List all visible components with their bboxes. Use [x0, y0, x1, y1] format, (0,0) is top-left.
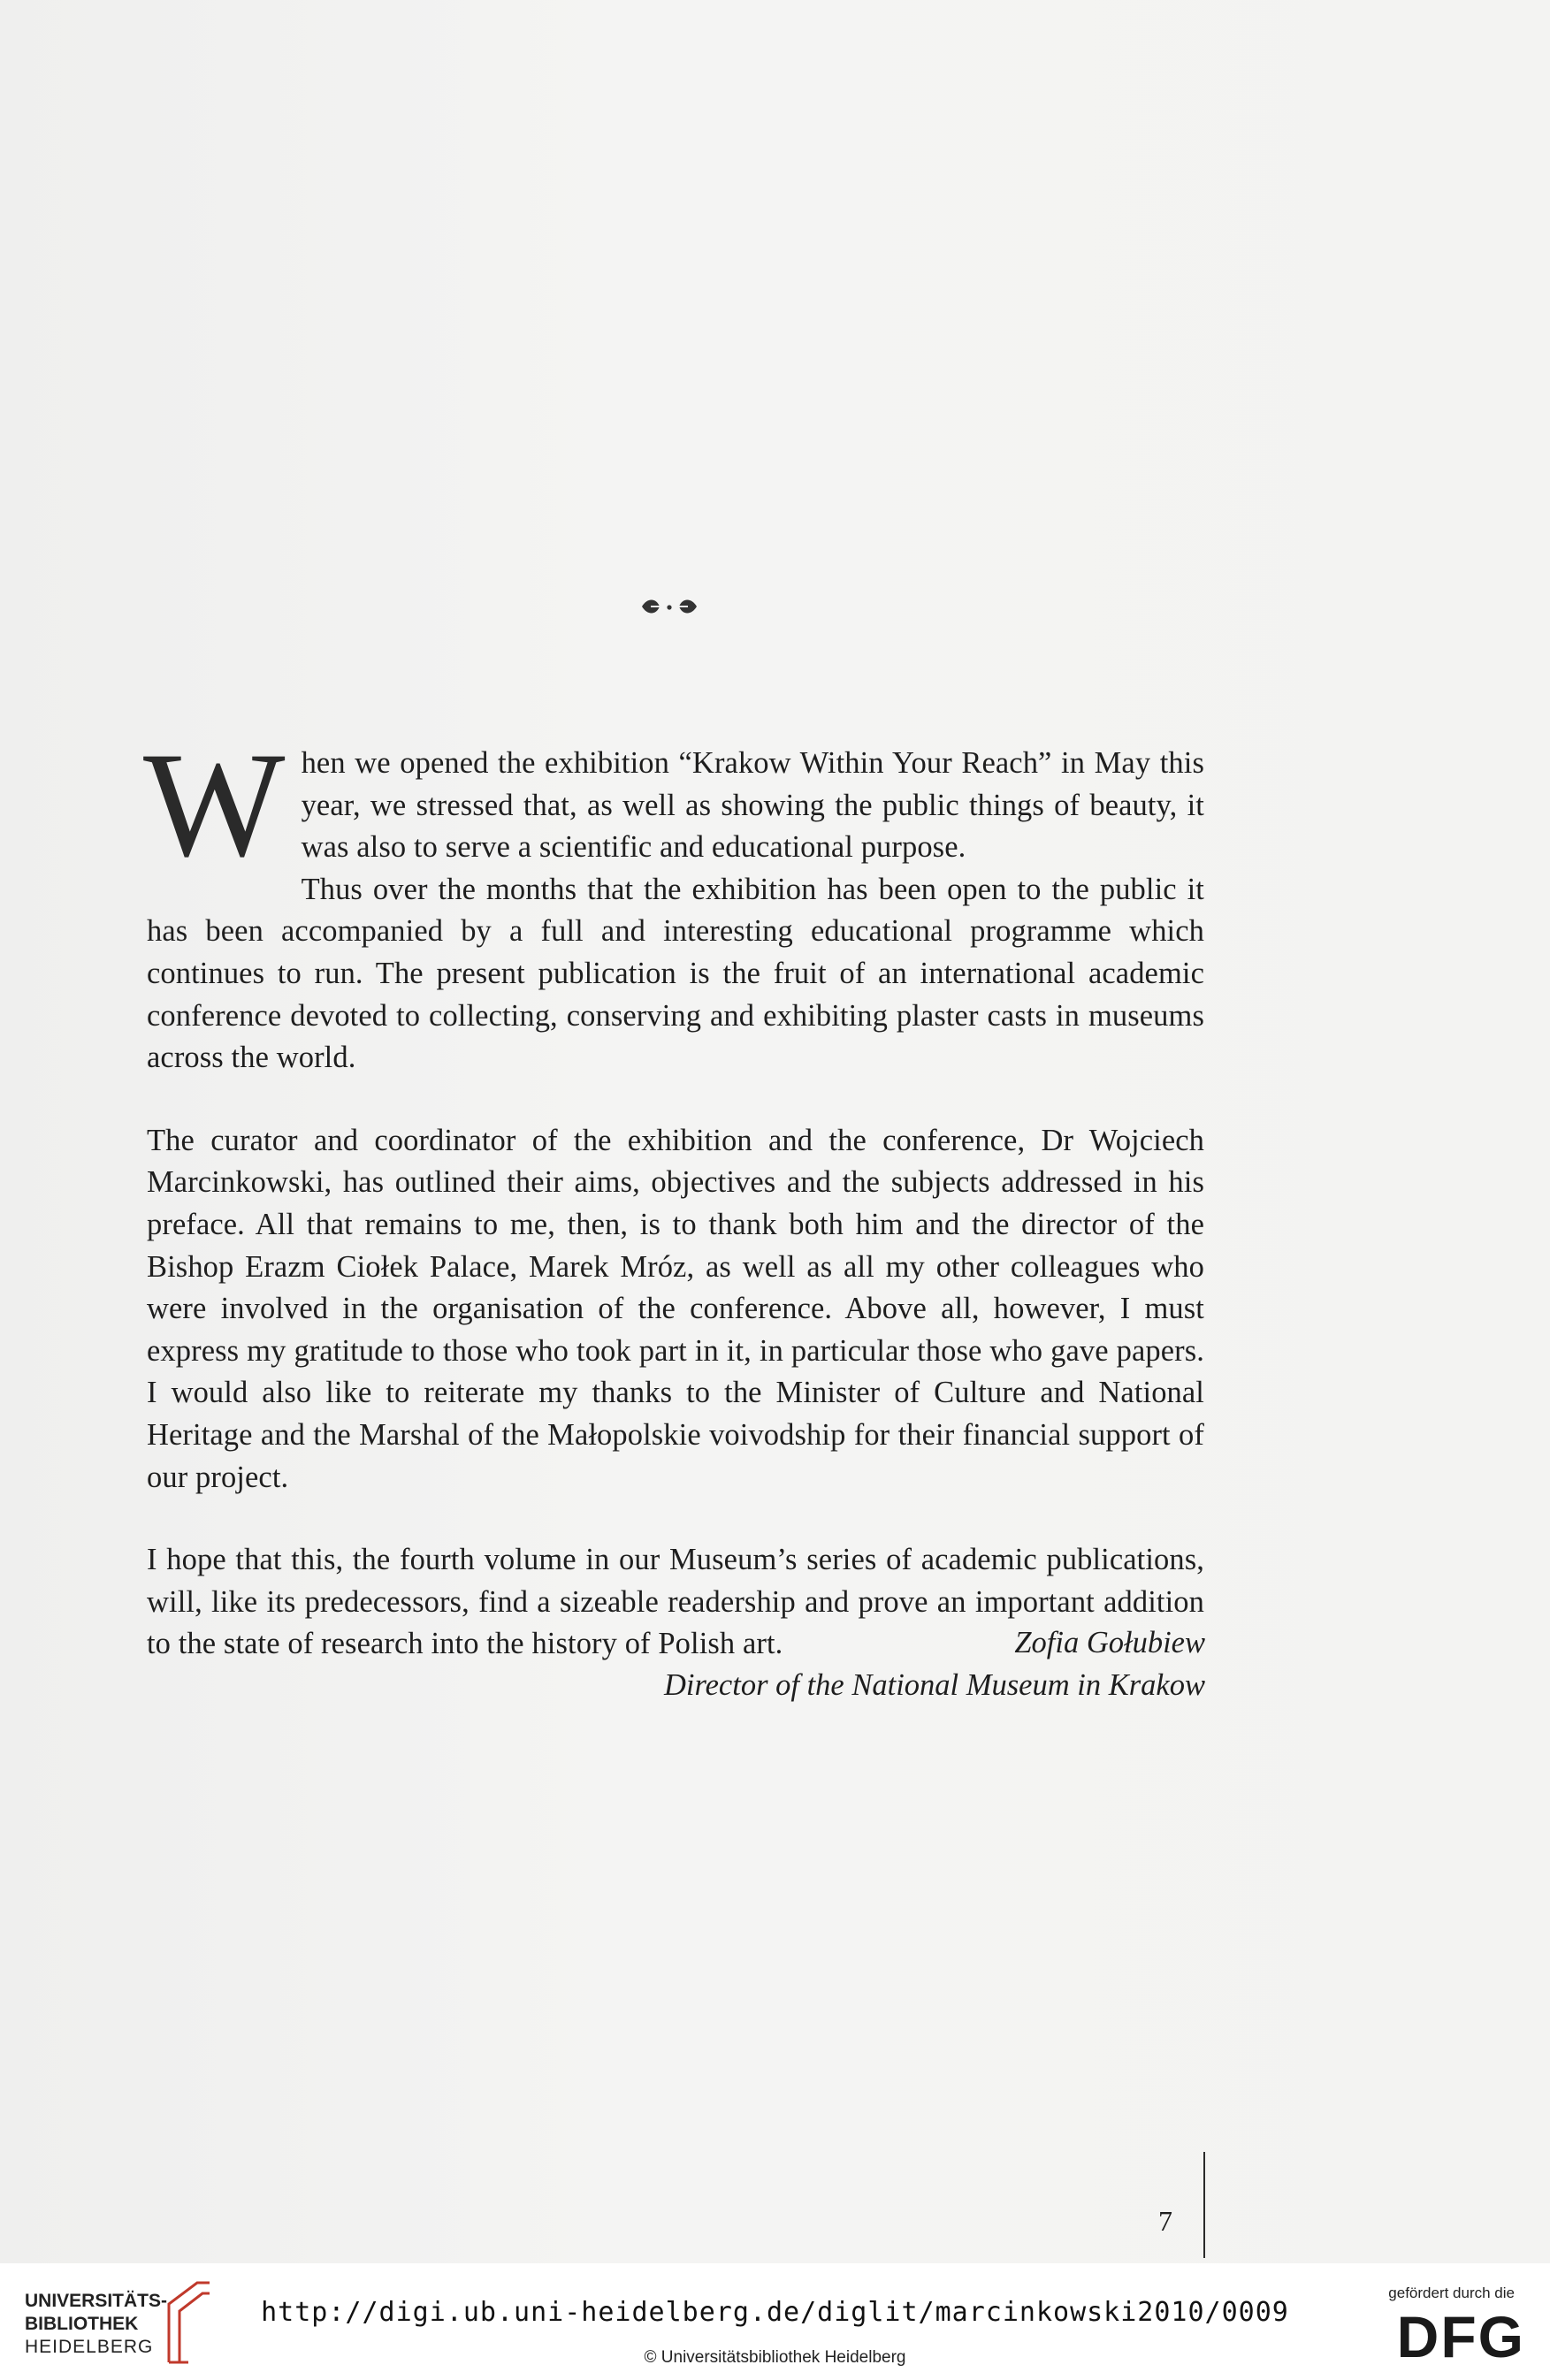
funding-caption: gefördert durch die — [1388, 2285, 1515, 2301]
paragraph-opening-text: hen we opened the exhibition “Krakow Within Your Reach” in May this year, we stressed that, as well as showing the public things of beauty, it was also to serve a scientific and educational purpose. — [301, 746, 1204, 865]
signatory-title: Director of the National Museum in Krakow — [663, 1668, 1205, 1702]
signatory-name: Zofia Gołubiew — [1014, 1626, 1205, 1659]
paragraph-opening — [143, 721, 1204, 888]
paragraph-opening-continued: Thus over the months that the exhibition has been open to the public it has been accompanied by a full and interesting educational programme which continues to run. The present publication is the fruit of an international academic conference devoted to collecting, conserving and exhibiting plaster casts in museums across the world. — [147, 872, 1204, 1075]
copyright-notice: © Universitätsbibliothek Heidelberg — [644, 2348, 906, 2367]
drop-cap: W — [143, 721, 286, 888]
main-text — [143, 721, 1204, 1666]
library-name-line1: UNIVERSITÄTS- — [25, 2291, 168, 2311]
library-name-line3: HEIDELBERG — [25, 2337, 154, 2357]
digitization-footer — [0, 2263, 1550, 2380]
folio-rule — [1203, 2152, 1205, 2258]
source-url-link[interactable]: http://digi.ub.uni-heidelberg.de/diglit/marcinkowski2010/0009 — [261, 2297, 1289, 2328]
paragraph-acknowledgements: The curator and coordinator of the exhibition and the conference, Dr Wojciech Marcinkowski, has outlined their aims, objectives and the subjects addressed in his preface. All that remains to me, then, is to thank both him and the director of the Bishop Erazm Ciołek Palace, Marek Mróz, as well as all my other colleagues who were involved in the organisation of the conference. Above all, however, I must express my gratitude to those who took part in it, in particular those who gave papers. I would also like to reiterate my thanks to the Minister of Culture and National Heritage and the Marshal of the Małopolskie voivodship for their financial support of our project. — [147, 1123, 1204, 1494]
dfg-logo: DFG — [1396, 2304, 1525, 2369]
library-name-line2: BIBLIOTHEK — [25, 2314, 139, 2334]
paragraph-closing: I hope that this, the fourth volume in our Museum’s series of academic publications, will, like its predecessors, find a sizeable readership and prove an important addition to the state of research into the history of Polish art. — [147, 1543, 1204, 1661]
signature-block — [664, 1621, 1205, 1706]
fleuron-ornament-icon — [630, 589, 709, 624]
page-number: 7 — [1158, 2205, 1172, 2237]
